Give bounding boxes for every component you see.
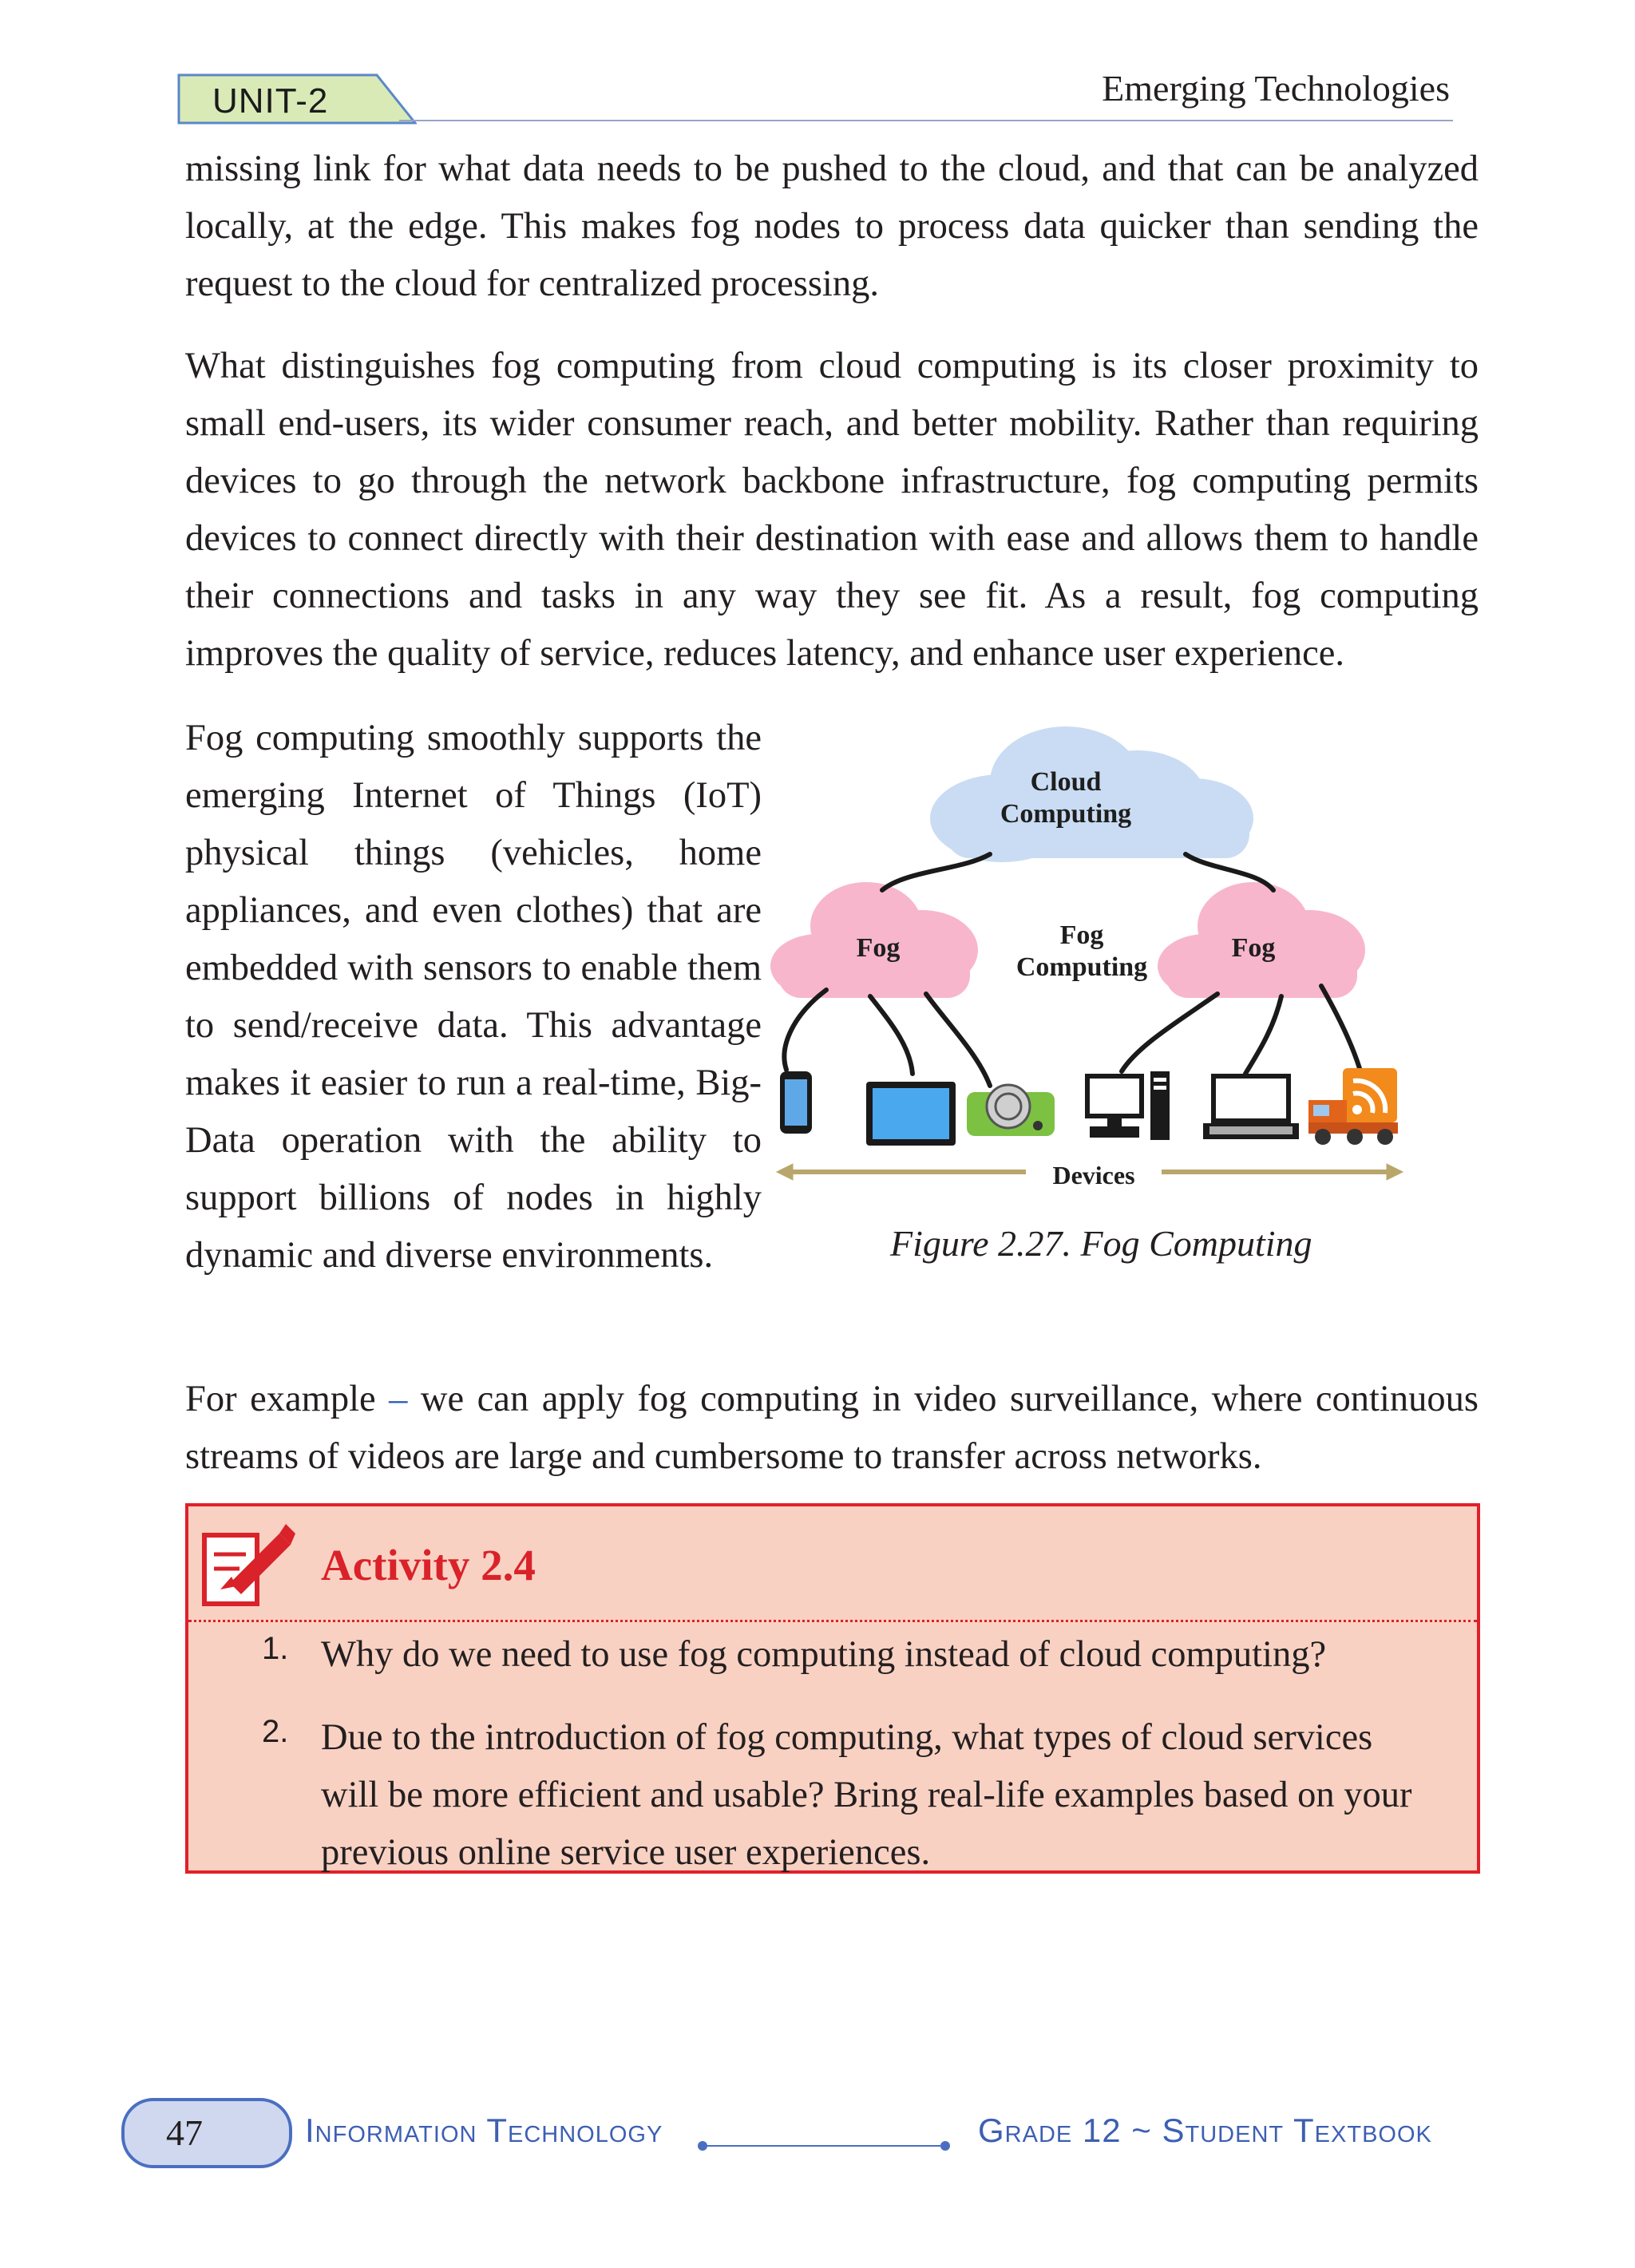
paragraph-fog-nodes: missing link for what data needs to be pushed to the cloud, and that can be analyzed locally, at the edge. This makes fog nodes to process data quicker than sending the request to the cloud for centralized processing. <box>185 148 1479 304</box>
devices-label: Devices <box>1052 1161 1135 1189</box>
footer-connector-line <box>696 2139 952 2152</box>
question-text: Why do we need to use fog computing instead of cloud computing? <box>321 1634 1327 1675</box>
smartphone-icon <box>780 1071 812 1134</box>
hotplate-icon <box>967 1085 1055 1136</box>
fog-center-label-line2: Computing <box>1015 952 1148 982</box>
figure-caption: Figure 2.27. Fog Computing <box>890 1223 1312 1264</box>
paragraph-fog-vs-cloud: What distinguishes fog computing from cloud computing is its closer proximity to small end-users, its wider consumer reach, and better mobility. Rather than requiring devices to go through the network backbone infrastructure, fog computing permits devices to connect directly with their destination with ease and allows them to handle their connections and tasks in any way they see fit. As a result, fog computing improves the quality of service, reduces latency, and enhance user experience. <box>185 346 1479 674</box>
question-text: Due to the introduction of fog computing, what types of cloud services will be more efficient and usable? Bring real-life examples based on your previous online service user experiences. <box>321 1717 1412 1873</box>
unit-label: UNIT-2 <box>212 81 329 121</box>
activity-divider <box>188 1620 1477 1622</box>
fog-center-label <box>1002 920 1162 984</box>
footer-grade: Grade 12 ~ Student Textbook <box>978 2112 1432 2149</box>
tablet-icon <box>866 1082 956 1146</box>
question-number: 1. <box>262 1631 289 1666</box>
activity-pencil-icon <box>200 1518 295 1613</box>
page-number: 47 <box>166 2112 203 2153</box>
unit-tab <box>177 73 417 126</box>
page-number-badge <box>121 2098 292 2168</box>
fog-center-label-line1: Fog <box>1059 920 1104 950</box>
example-dash: – <box>389 1379 408 1419</box>
rss-truck-icon <box>1308 1068 1398 1145</box>
example-lead: For example <box>185 1379 390 1419</box>
fog-left-label: Fog <box>856 933 901 963</box>
laptop-icon <box>1203 1074 1299 1139</box>
desktop-computer-icon <box>1085 1071 1170 1140</box>
section-title: Emerging Technologies <box>1102 68 1450 109</box>
header-rule <box>399 120 1453 121</box>
activity-box <box>185 1503 1480 1874</box>
cloud-computing-label: Cloud Computing <box>1000 767 1132 829</box>
activity-title: Activity 2.4 <box>321 1541 536 1589</box>
example-rest: we can apply fog computing in video surveillance, where continuous streams of videos are large and cumbersome to transfer across networks. <box>185 1379 1479 1477</box>
paragraph-example <box>185 1371 1479 1486</box>
fog-computing-figure <box>762 710 1481 1205</box>
footer-subject: Information Technology <box>305 2112 663 2149</box>
paragraph-iot-support: Fog computing smoothly supports the emerging Internet of Things (IoT) physical things (vehicles, home appliances, and even clothes) that are embedded with sensors to enable them to send/receive data. This advantage makes it easier to run a real-time, Big-Data operation with the ability to support billions of nodes in highly dynamic and diverse environments. <box>185 718 762 1276</box>
question-number: 2. <box>262 1714 289 1749</box>
fog-right-label: Fog <box>1231 933 1276 963</box>
